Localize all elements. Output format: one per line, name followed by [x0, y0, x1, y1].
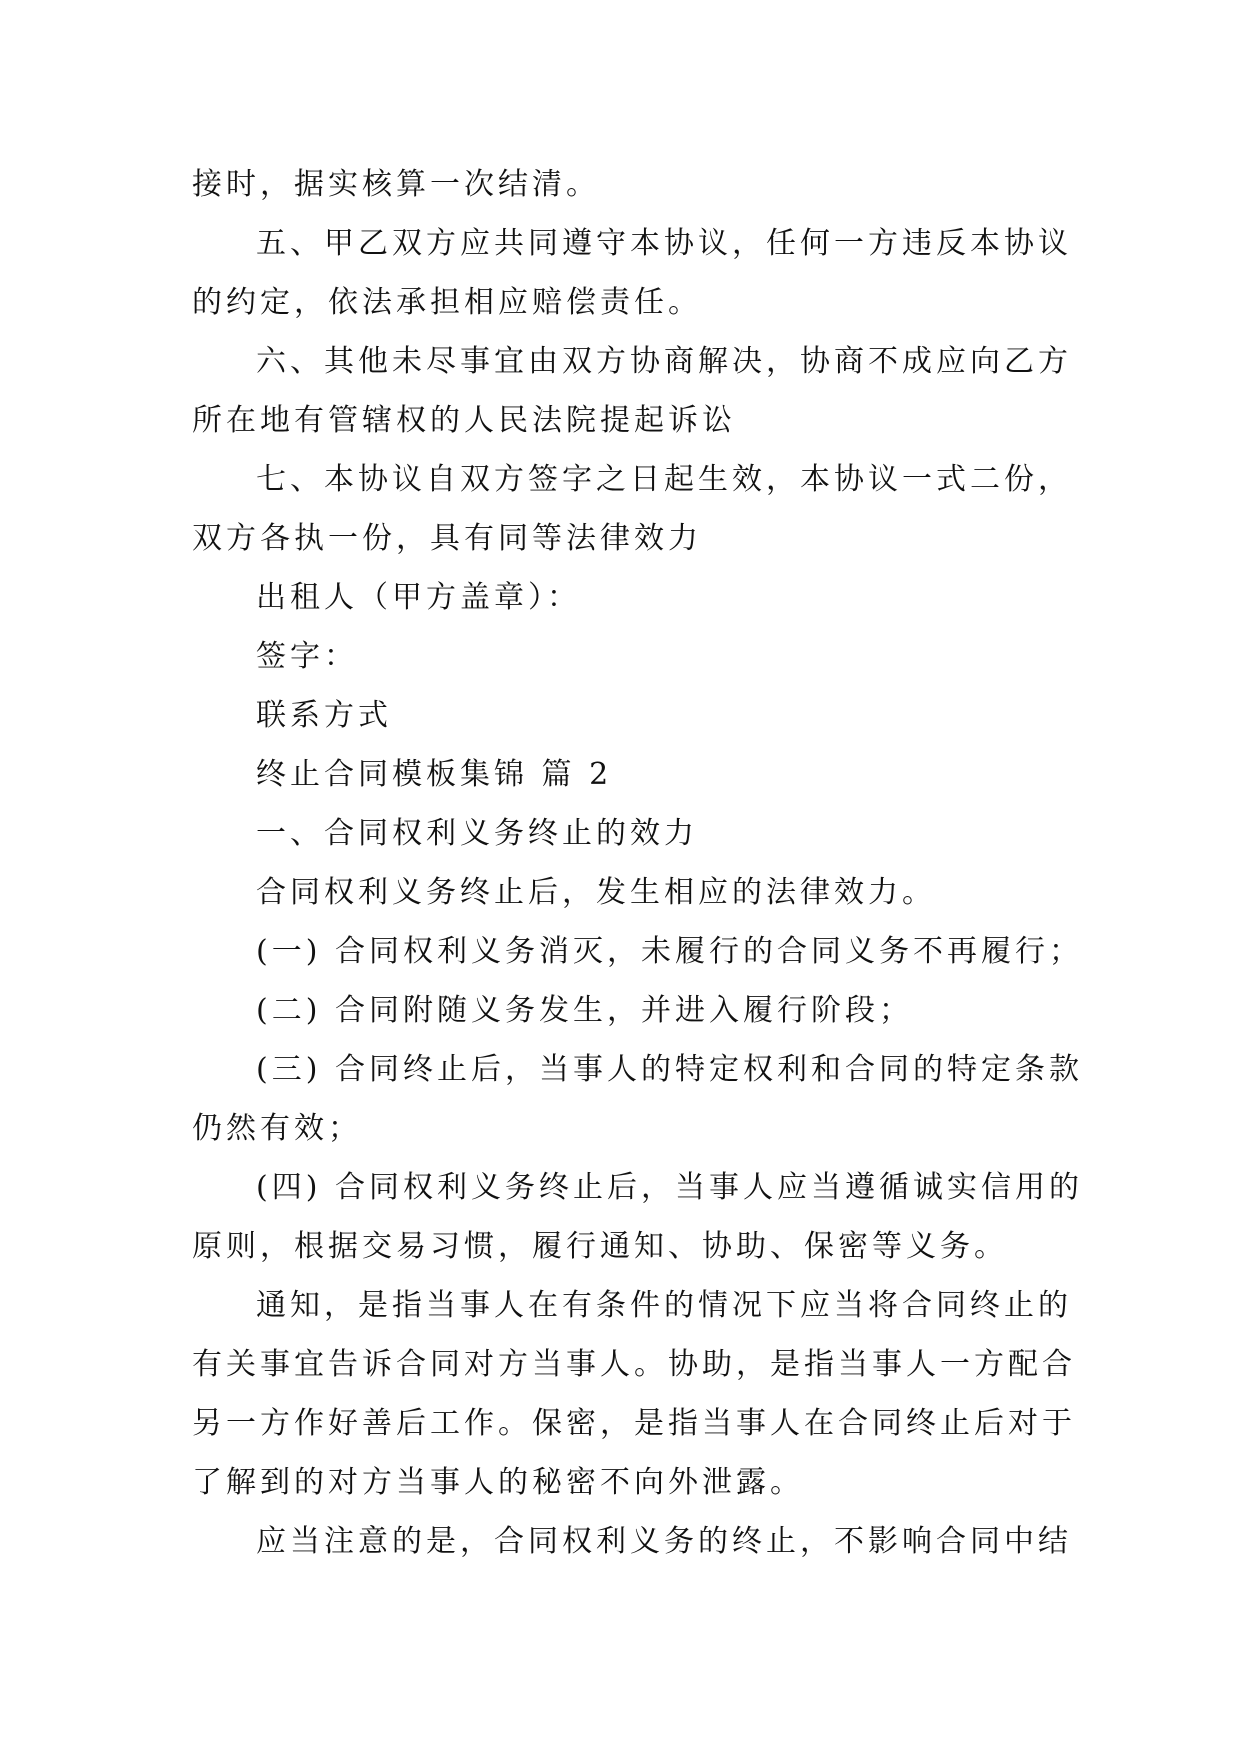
- text-line: 六、其他未尽事宜由双方协商解决，协商不成应向乙方: [256, 344, 1072, 379]
- text-line: 了解到的对方当事人的秘密不向外泄露。: [192, 1465, 804, 1500]
- text-line: 合同权利义务终止后，发生相应的法律效力。: [256, 875, 936, 910]
- signature-label: 签字：: [256, 639, 358, 674]
- text-line: 另一方作好善后工作。保密，是指当事人在合同终止后对于: [192, 1406, 1076, 1441]
- text-line: 应当注意的是，合同权利义务的终止，不影响合同中结: [256, 1524, 1072, 1559]
- list-item: (一) 合同权利义务消灭，未履行的合同义务不再履行；: [256, 934, 1083, 969]
- list-item: (四) 合同权利义务终止后，当事人应当遵循诚实信用的: [256, 1170, 1083, 1205]
- document-body: [192, 155, 1083, 1571]
- subsection-heading: 一、合同权利义务终止的效力: [256, 816, 698, 851]
- list-item: (二) 合同附随义务发生，并进入履行阶段；: [256, 993, 913, 1028]
- lessor-stamp-label: 出租人（甲方盖章）：: [256, 580, 581, 615]
- list-item: (三) 合同终止后，当事人的特定权利和合同的特定条款: [256, 1052, 1083, 1087]
- text-line: 原则，根据交易习惯，履行通知、协助、保密等义务。: [192, 1229, 1008, 1264]
- text-line: 所在地有管辖权的人民法院提起诉讼: [192, 403, 736, 438]
- text-line: 七、本协议自双方签字之日起生效，本协议一式二份，: [256, 462, 1072, 497]
- text-line: 仍然有效；: [192, 1111, 362, 1146]
- text-line: 通知，是指当事人在有条件的情况下应当将合同终止的: [256, 1288, 1072, 1323]
- contact-label: 联系方式: [256, 698, 392, 733]
- text-line: 接时，据实核算一次结清。: [192, 167, 600, 202]
- text-line: 五、甲乙双方应共同遵守本协议，任何一方违反本协议: [256, 226, 1072, 261]
- text-line: 有关事宜告诉合同对方当事人。协助，是指当事人一方配合: [192, 1347, 1076, 1382]
- section-heading: 终止合同模板集锦 篇 2: [256, 757, 613, 792]
- text-line: 的约定，依法承担相应赔偿责任。: [192, 285, 702, 320]
- text-line: 双方各执一份，具有同等法律效力: [192, 521, 702, 556]
